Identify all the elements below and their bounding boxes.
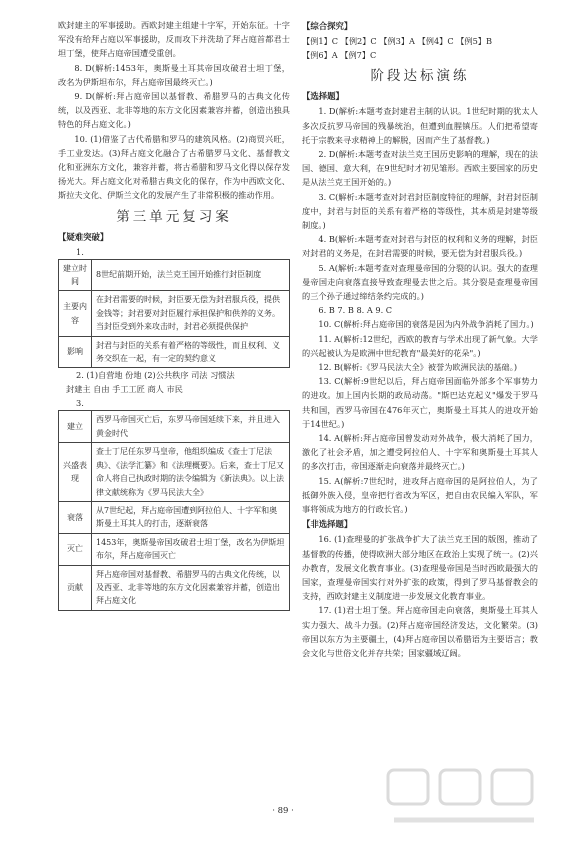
table-row	[59, 443, 290, 502]
answer-10: 10. (1)借鉴了古代希腊和罗马的建筑风格。(2)商贸兴旺，手工业发达。(3)拜占庭文化融合了古希腊罗马文化、基督教文化和亚洲东方文化，兼容并蓄，将古希腊和罗马文化得以保存发扬光大。拜占庭文化对希腊古典文化的保存，作为中西欧文化、斯拉夫文化、伊斯兰文化的发展产生了非常积极的推动作用。	[58, 133, 290, 201]
answer-2: 2. D(解析:本题考查对法兰克王国历史影响的理解，现在的法国、德国、意大利，在9世纪时才初见雏形。西欧主要国家的历史是从法兰克王国开始的。)	[302, 149, 538, 188]
answer-14: 14. A(解析:拜占庭帝国曾发动对外战争，极大消耗了国力，激化了社会矛盾，加之遭受阿拉伯人、十字军和奥斯曼土耳其人的多次打击，帝国逐渐走向衰落并最终灭亡。)	[302, 433, 538, 472]
answer-9: 9. D(解析:拜占庭帝国以基督教、希腊罗马的古典文化传统，以及西亚、北非等地的东方文化因素兼容并蓄，创造出独具特色的拜占庭文化。)	[58, 91, 290, 130]
row-header: 建立时间	[59, 259, 92, 291]
answer-16: 16. (1)查理曼的扩张战争扩大了法兰克王国的版图，推动了基督教的传播，使得欧洲大部分地区在政治上实现了统一。(2)兴办教育，发展文化教育事业。(3)查理曼帝国是当时西欧最强大的国家，查理曼帝国实行对外扩张的政策，得到了罗马基督教会的支持，西欧封建主义制度进一步发展文化教育事业。	[302, 534, 538, 602]
answer-15: 15. A(解析:7世纪时，进攻拜占庭帝国的是阿拉伯人，为了抵御外族入侵，皇帝把行省改为军区，把自由农民编入军队，军事将领成为地方的行政长官。)	[302, 475, 538, 515]
table-row	[59, 533, 290, 565]
table-row	[59, 501, 290, 533]
section-heading-nonchoice: 【非选择题】	[302, 519, 353, 530]
page-number: · 89 ·	[272, 806, 294, 816]
table-row	[59, 291, 290, 336]
table-row	[59, 411, 290, 443]
table-byzantine-empire	[58, 410, 290, 610]
row-content: 拜占庭帝国对基督教、希腊罗马的古典文化传统，以及西亚、北非等地的东方文化因素兼容并蓄，创造出拜占庭文化	[92, 565, 290, 610]
question-3-label: 3.	[76, 398, 84, 409]
example-answers-2: 【例6】A 【例7】C	[302, 50, 377, 61]
row-header: 贡献	[59, 565, 92, 610]
section-heading-difficulty: 【疑难突破】	[58, 231, 109, 242]
question-2-answer: 2. (1)自营地 份地 (2)公共秩序 司法 习惯法	[76, 370, 235, 381]
table-row	[59, 565, 290, 610]
watermark-logo-icon	[384, 764, 544, 834]
row-header: 主要内容	[59, 291, 92, 336]
answer-12: 12. B(解析:《罗马民法大全》被誉为欧洲民法的基础。)	[318, 362, 518, 373]
row-content: 8世纪前期开始，法兰克王国开始推行封臣制度	[92, 259, 290, 291]
answer-8: 8. D(解析:1453年，奥斯曼土耳其帝国攻破君士坦丁堡，改名为伊斯坦布尔，拜占庭帝国最终灭亡。)	[58, 62, 290, 87]
row-header: 灭亡	[59, 533, 92, 565]
answer-13: 13. C(解析:9世纪以后，拜占庭帝国面临外部多个军事势力的进攻。加上国内长期的政局动荡。"斯巴达克起义"爆发于罗马共和国，西罗马帝国在476年灭亡，奥斯曼土耳其人的进攻开始于14世纪。)	[302, 376, 538, 429]
row-content: 查士丁尼任东罗马皇帝，他组织编成《查士丁尼法典》、《法学汇纂》和《法理概要》。后来，查士丁尼又命人将自己执政时期的法令编辑为《新法典》。以上法律文献统称为《罗马民法大全》	[92, 443, 290, 502]
row-header: 衰落	[59, 501, 92, 533]
section-heading-choice: 【选择题】	[302, 91, 344, 102]
row-content: 在封君需要的时候，封臣要无偿为封君服兵役，提供金钱等；封君要对封臣履行承担保护和供养的义务。当封臣受到外来攻击时，封君必须提供保护	[92, 291, 290, 336]
section-heading-explore: 【综合探究】	[302, 21, 353, 31]
question-1-label: 1.	[76, 246, 84, 257]
answer-10: 10. C(解析:拜占庭帝国的衰落是因为内外战争消耗了国力。)	[318, 319, 534, 330]
left-column	[58, 18, 290, 611]
answer-17: 17. (1)君士坦丁堡。拜占庭帝国走向衰落，奥斯曼土耳其人实力强大、战斗力强。(2)拜占庭帝国经济发达，文化繁荣。(3)帝国以东方为主要疆土，(4)拜占庭帝国以希腊语为主要语言；教会文化与世俗文化并存共荣；国家疆域辽阔。	[302, 605, 538, 658]
row-header: 建立	[59, 411, 92, 443]
answer-11: 11. A(解析:12世纪，西欧的教育与学术出现了新气象。大学的兴起被认为是欧洲中世纪教育"最美好的花朵"。)	[302, 333, 538, 358]
row-header: 影响	[59, 336, 92, 368]
row-content: 从7世纪起，拜占庭帝国遭到阿拉伯人、十字军和奥斯曼土耳其人的打击，逐渐衰落	[92, 501, 290, 533]
stage-practice-title: 阶段达标演练	[370, 68, 470, 85]
row-content: 西罗马帝国灭亡后，东罗马帝国延续下来，并且进入黄金时代	[92, 411, 290, 443]
answer-3: 3. C(解析:本题考查对封君封臣制度特征的理解，封君封臣制度中，封君与封臣的关系有着严格的等级性，其本质是封建等级制度。)	[302, 191, 538, 231]
answer-5: 5. A(解析:本题考查对查理曼帝国的分裂的认识。强大的查理曼帝国走向衰落直接导致查理曼去世之后。其分裂是查理曼帝国的三个孙子通过缔结条约完成的。)	[302, 262, 538, 302]
right-column	[302, 18, 538, 660]
answer-4: 4. B(解析:本题考查对封君与封臣的权利和义务的理解，封臣对封君的义务是，在封君需要的时候，要无偿为封君服兵役。)	[302, 234, 538, 259]
answer-6-9: 6. B 7. B 8. A 9. C	[318, 305, 393, 316]
table-feudal-system	[58, 259, 290, 369]
example-answers-1: 【例1】C 【例2】C 【例3】A 【例4】C 【例5】B	[302, 36, 492, 46]
answer-1: 1. D(解析:本题考查封建君主制的认识。1世纪时期的犹太人多次反抗罗马帝国的残暴统治，但遭到血腥镇压。人们把希望寄托于宗教来寻求精神上的解脱，因而产生了基督教。)	[302, 106, 538, 145]
row-header: 兴盛表现	[59, 443, 92, 502]
answer-paragraph: 欧封建主的军事援助。西欧封建主组建十字军，开始东征。十字军没有给拜占庭以军事援助，反而攻下并洗劫了拜占庭首都君士坦丁堡，使拜占庭帝国遭受重创。	[58, 20, 290, 59]
table-row	[59, 259, 290, 291]
table-row	[59, 336, 290, 368]
question-2-answer-cont: 封建主 自由 手工工匠 商人 市民	[66, 384, 183, 395]
row-content: 封君与封臣的关系有着严格的等级性，而且权利、义务交织在一起，有一定的契约意义	[92, 336, 290, 368]
unit-review-title: 第三单元复习案	[116, 208, 232, 225]
row-content: 1453年，奥斯曼帝国攻破君士坦丁堡，改名为伊斯坦布尔，拜占庭帝国灭亡	[92, 533, 290, 565]
